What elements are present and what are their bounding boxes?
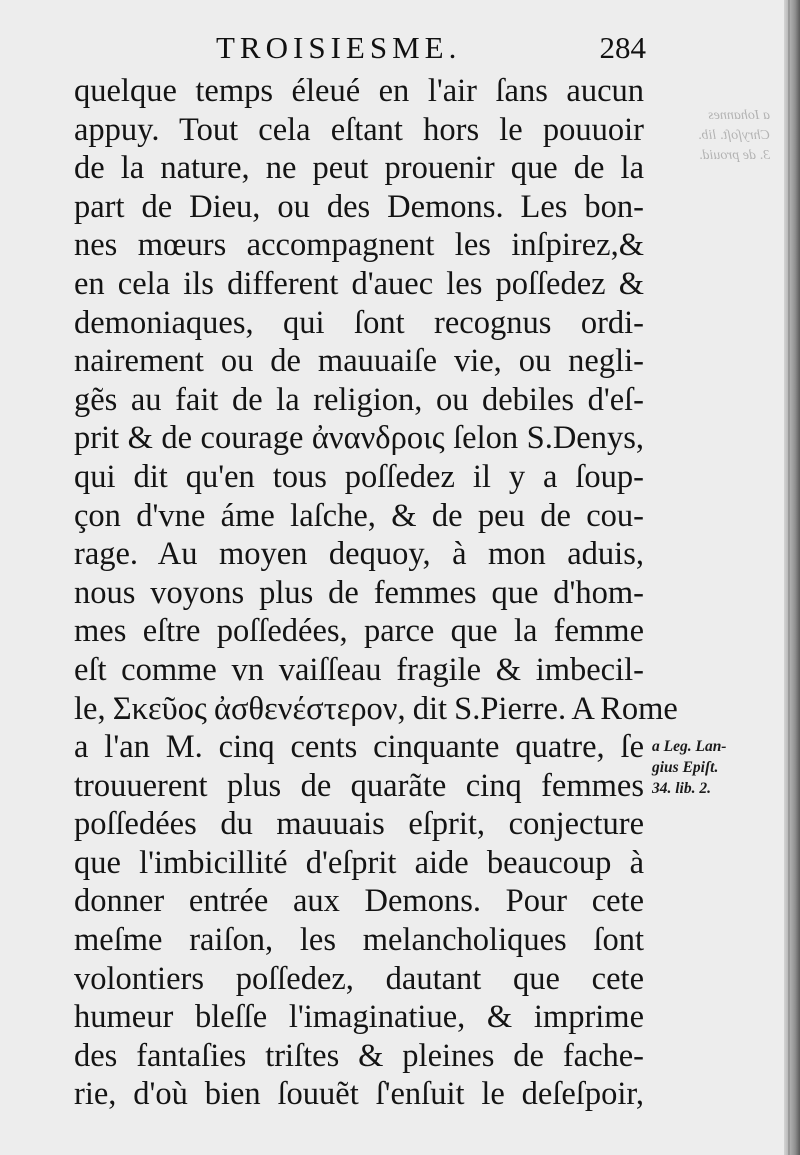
text-line: nes mœurs accompagnent les inſpirez,&: [74, 227, 644, 264]
text-line: humeur bleſſe l'imaginatiue, & imprime: [74, 999, 644, 1036]
text-line: rage. Au moyen dequoy, à mon aduis,: [74, 536, 644, 573]
text-line: nous voyons plus de femmes que d'hom-: [74, 574, 644, 611]
margin-note: [652, 736, 784, 799]
margin-note-line: 34. lib. 2.: [652, 780, 711, 797]
text-line: volontiers poſſedez, dautant que cete: [74, 960, 644, 997]
text-line: çon d'vne áme laſche, & de peu de cou-: [74, 497, 644, 534]
text-line: part de Dieu, ou des Demons. Les bon-: [74, 188, 644, 225]
text-line: meſme raiſon, les melancholiques ſont: [74, 922, 644, 959]
text-line: rie, d'où bien ſouuẽt ſ'enſuit le deſeſpoir,: [74, 1076, 644, 1113]
text-line: quelque temps éleué en l'air ſans aucun: [74, 73, 644, 109]
running-title: TROISIESME.: [216, 30, 462, 65]
text-line: mes eſtre poſſedées, parce que la femme: [74, 613, 644, 650]
text-line: trouuerent plus de quarãte cinq femmes: [74, 767, 644, 804]
text-line: demoniaques, qui ſont recognus ordi-: [74, 304, 644, 341]
text-line: nairement ou de mauuaiſe vie, ou negli-: [74, 343, 644, 380]
text-line: a l'an M. cinq cents cinquante quatre, ſe: [74, 729, 644, 766]
text-line: des fantaſies triſtes & pleines de fache-: [74, 1037, 644, 1074]
margin-note-line: gius Epiſt.: [652, 759, 719, 776]
page-number: 284: [599, 30, 646, 65]
text-line: eſt comme vn vaiſſeau fragile & imbecil-: [74, 651, 644, 688]
text-line: appuy. Tout cela eſtant hors le pouuoir: [74, 111, 644, 148]
text-line: donner entrée aux Demons. Pour cete: [74, 883, 644, 920]
text-line: gẽs au fait de la religion, ou debiles d'eſ-: [74, 381, 644, 418]
gutter-shadow-line: [788, 0, 790, 1155]
show-through-line: Chryſoſt. lib.: [698, 128, 770, 143]
show-through-line: 3. de prouid.: [698, 148, 770, 163]
text-line: qui dit qu'en tous poſſedez il y a ſoup-: [74, 458, 644, 495]
margin-note-line: a Leg. Lan-: [652, 738, 727, 755]
text-line: le, Σκεῦος ἀσθενέστερον, dit S.Pierre. A Rome: [74, 690, 678, 727]
body-text: [74, 72, 678, 1114]
text-line: prit & de courage ἀνανδροις ſelon S.Denys,: [74, 420, 644, 457]
show-through-note: [660, 106, 770, 196]
text-line: en cela ils different d'auec les poſſedez &: [74, 265, 644, 302]
page-gutter-edge: [784, 0, 800, 1155]
show-through-line: a Iohannes: [708, 108, 770, 123]
text-line: de la nature, ne peut prouenir que de la: [74, 150, 644, 187]
text-line: que l'imbicillité d'eſprit aide beaucoup à: [74, 844, 644, 881]
page-header: [216, 30, 646, 70]
text-line: poſſedées du mauuais eſprit, conjecture: [74, 806, 644, 843]
